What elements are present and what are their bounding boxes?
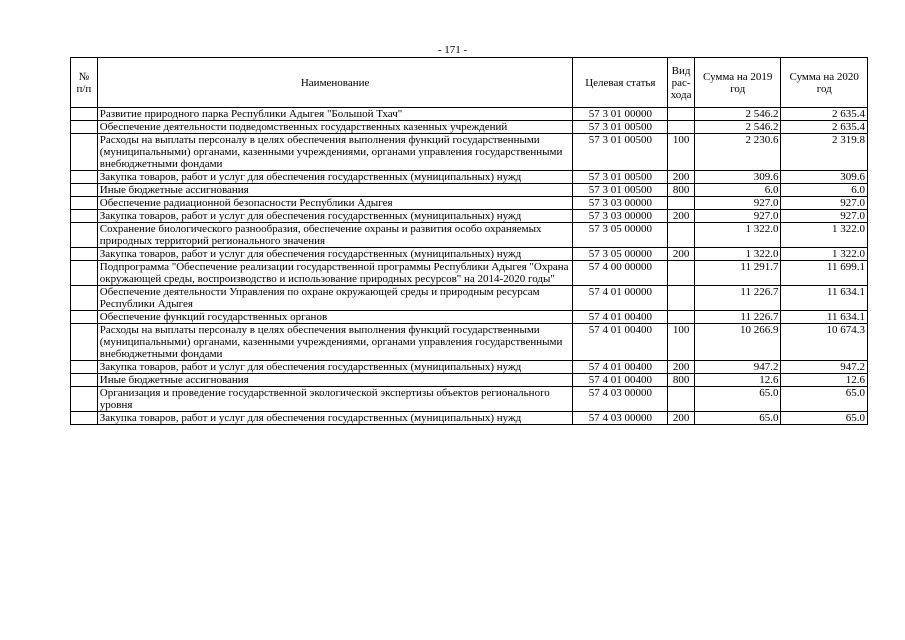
row-sum-2020-cell: 11 634.1 — [781, 286, 868, 311]
row-name-cell: Закупка товаров, работ и услуг для обеспечения государственных (муниципальных) нужд — [97, 361, 573, 374]
row-sum-2019-cell: 309.6 — [694, 171, 780, 184]
header-name: Наименование — [97, 58, 573, 108]
row-name-cell: Обеспечение радиационной безопасности Республики Адыгея — [97, 197, 573, 210]
row-name-cell: Иные бюджетные ассигнования — [97, 184, 573, 197]
row-num-cell — [71, 361, 98, 374]
row-type-cell — [668, 387, 695, 412]
row-sum-2020-cell: 2 635.4 — [781, 108, 868, 121]
row-num-cell — [71, 223, 98, 248]
row-code-cell: 57 3 01 00500 — [573, 134, 668, 171]
row-type-cell: 800 — [668, 184, 695, 197]
row-num-cell — [71, 412, 98, 425]
row-num-cell — [71, 311, 98, 324]
row-sum-2019-cell: 2 230.6 — [694, 134, 780, 171]
header-code: Целевая статья — [573, 58, 668, 108]
row-code-cell: 57 3 03 00000 — [573, 210, 668, 223]
row-code-cell: 57 4 01 00400 — [573, 374, 668, 387]
row-sum-2019-cell: 927.0 — [694, 197, 780, 210]
budget-table — [70, 57, 868, 425]
row-name-cell: Обеспечение деятельности подведомственных государственных казенных учреждений — [97, 121, 573, 134]
row-sum-2020-cell: 947.2 — [781, 361, 868, 374]
row-sum-2020-cell: 65.0 — [781, 412, 868, 425]
table-row — [71, 210, 868, 223]
table-row — [71, 261, 868, 286]
row-type-cell — [668, 108, 695, 121]
table-header-row — [71, 58, 868, 108]
row-num-cell — [71, 387, 98, 412]
row-type-cell: 100 — [668, 324, 695, 361]
row-name-cell: Обеспечение функций государственных органов — [97, 311, 573, 324]
row-code-cell: 57 4 01 00000 — [573, 286, 668, 311]
row-code-cell: 57 4 01 00400 — [573, 361, 668, 374]
row-sum-2020-cell: 927.0 — [781, 197, 868, 210]
row-type-cell: 800 — [668, 374, 695, 387]
table-row — [71, 412, 868, 425]
row-type-cell: 200 — [668, 171, 695, 184]
row-code-cell: 57 4 01 00400 — [573, 311, 668, 324]
row-type-cell: 200 — [668, 361, 695, 374]
row-type-cell: 200 — [668, 248, 695, 261]
row-type-cell — [668, 286, 695, 311]
row-num-cell — [71, 171, 98, 184]
row-sum-2020-cell: 1 322.0 — [781, 248, 868, 261]
row-num-cell — [71, 261, 98, 286]
row-num-cell — [71, 108, 98, 121]
row-sum-2019-cell: 1 322.0 — [694, 223, 780, 248]
table-row — [71, 223, 868, 248]
table-row — [71, 361, 868, 374]
row-sum-2020-cell: 12.6 — [781, 374, 868, 387]
row-num-cell — [71, 197, 98, 210]
table-row — [71, 324, 868, 361]
row-type-cell — [668, 223, 695, 248]
row-name-cell: Закупка товаров, работ и услуг для обеспечения государственных (муниципальных) нужд — [97, 210, 573, 223]
row-code-cell: 57 3 03 00000 — [573, 197, 668, 210]
row-code-cell: 57 4 03 00000 — [573, 387, 668, 412]
row-name-cell: Иные бюджетные ассигнования — [97, 374, 573, 387]
row-name-cell: Развитие природного парка Республики Адыгея "Большой Тхач" — [97, 108, 573, 121]
header-sum-2020: Сумма на 2020 год — [781, 58, 868, 108]
row-sum-2020-cell: 11 699.1 — [781, 261, 868, 286]
row-code-cell: 57 3 01 00500 — [573, 184, 668, 197]
row-sum-2019-cell: 947.2 — [694, 361, 780, 374]
row-type-cell: 100 — [668, 134, 695, 171]
row-sum-2020-cell: 6.0 — [781, 184, 868, 197]
table-row — [71, 374, 868, 387]
row-name-cell: Закупка товаров, работ и услуг для обеспечения государственных (муниципальных) нужд — [97, 248, 573, 261]
row-sum-2019-cell: 2 546.2 — [694, 108, 780, 121]
row-sum-2020-cell: 65.0 — [781, 387, 868, 412]
header-sum-2019: Сумма на 2019 год — [694, 58, 780, 108]
row-type-cell — [668, 261, 695, 286]
row-sum-2020-cell: 309.6 — [781, 171, 868, 184]
header-num: № п/п — [71, 58, 98, 108]
row-num-cell — [71, 134, 98, 171]
row-code-cell: 57 4 03 00000 — [573, 412, 668, 425]
row-type-cell: 200 — [668, 412, 695, 425]
row-sum-2019-cell: 1 322.0 — [694, 248, 780, 261]
table-row — [71, 286, 868, 311]
row-code-cell: 57 3 01 00000 — [573, 108, 668, 121]
row-type-cell: 200 — [668, 210, 695, 223]
row-sum-2020-cell: 927.0 — [781, 210, 868, 223]
row-name-cell: Закупка товаров, работ и услуг для обеспечения государственных (муниципальных) нужд — [97, 412, 573, 425]
row-code-cell: 57 3 01 00500 — [573, 121, 668, 134]
row-name-cell: Обеспечение деятельности Управления по охране окружающей среды и природным ресурсам Республики Адыгея — [97, 286, 573, 311]
row-num-cell — [71, 210, 98, 223]
row-type-cell — [668, 311, 695, 324]
row-code-cell: 57 3 05 00000 — [573, 248, 668, 261]
row-code-cell: 57 4 00 00000 — [573, 261, 668, 286]
table-row — [71, 387, 868, 412]
row-sum-2019-cell: 2 546.2 — [694, 121, 780, 134]
row-num-cell — [71, 184, 98, 197]
row-sum-2019-cell: 11 226.7 — [694, 286, 780, 311]
row-name-cell: Организация и проведение государственной экологической экспертизы объектов регионального уровня — [97, 387, 573, 412]
row-code-cell: 57 4 01 00400 — [573, 324, 668, 361]
row-num-cell — [71, 374, 98, 387]
row-sum-2019-cell: 65.0 — [694, 412, 780, 425]
row-type-cell — [668, 121, 695, 134]
table-row — [71, 121, 868, 134]
header-type: Вид рас-хода — [668, 58, 695, 108]
row-sum-2019-cell: 65.0 — [694, 387, 780, 412]
table-row — [71, 197, 868, 210]
row-num-cell — [71, 324, 98, 361]
row-num-cell — [71, 121, 98, 134]
page-number: - 171 - — [437, 44, 468, 56]
row-type-cell — [668, 197, 695, 210]
table-row — [71, 108, 868, 121]
row-num-cell — [71, 286, 98, 311]
row-name-cell: Расходы на выплаты персоналу в целях обеспечения выполнения функций государственными (муниципальными) органами, казенными учреждениями, органами управления государственными внебюджетными фондами — [97, 134, 573, 171]
row-sum-2019-cell: 927.0 — [694, 210, 780, 223]
row-code-cell: 57 3 01 00500 — [573, 171, 668, 184]
row-sum-2019-cell: 10 266.9 — [694, 324, 780, 361]
table-row — [71, 311, 868, 324]
row-name-cell: Сохранение биологического разнообразия, обеспечение охраны и развития особо охраняемых природных территорий регионального значения — [97, 223, 573, 248]
row-sum-2020-cell: 2 635.4 — [781, 121, 868, 134]
row-num-cell — [71, 248, 98, 261]
row-code-cell: 57 3 05 00000 — [573, 223, 668, 248]
table-row — [71, 171, 868, 184]
row-sum-2020-cell: 2 319.8 — [781, 134, 868, 171]
row-sum-2019-cell: 11 291.7 — [694, 261, 780, 286]
row-sum-2019-cell: 6.0 — [694, 184, 780, 197]
row-name-cell: Подпрограмма "Обеспечение реализации государственной программы Республики Адыгея "Охрана окружающей среды, воспроизводство и использование природных ресурсов" на 2014-2020 годы" — [97, 261, 573, 286]
row-sum-2020-cell: 10 674.3 — [781, 324, 868, 361]
row-sum-2020-cell: 1 322.0 — [781, 223, 868, 248]
row-name-cell: Расходы на выплаты персоналу в целях обеспечения выполнения функций государственными (муниципальными) органами, казенными учреждениями, органами управления государственными внебюджетными фондами — [97, 324, 573, 361]
table-row — [71, 248, 868, 261]
row-sum-2020-cell: 11 634.1 — [781, 311, 868, 324]
row-sum-2019-cell: 12.6 — [694, 374, 780, 387]
table-row — [71, 184, 868, 197]
row-sum-2019-cell: 11 226.7 — [694, 311, 780, 324]
row-name-cell: Закупка товаров, работ и услуг для обеспечения государственных (муниципальных) нужд — [97, 171, 573, 184]
table-row — [71, 134, 868, 171]
